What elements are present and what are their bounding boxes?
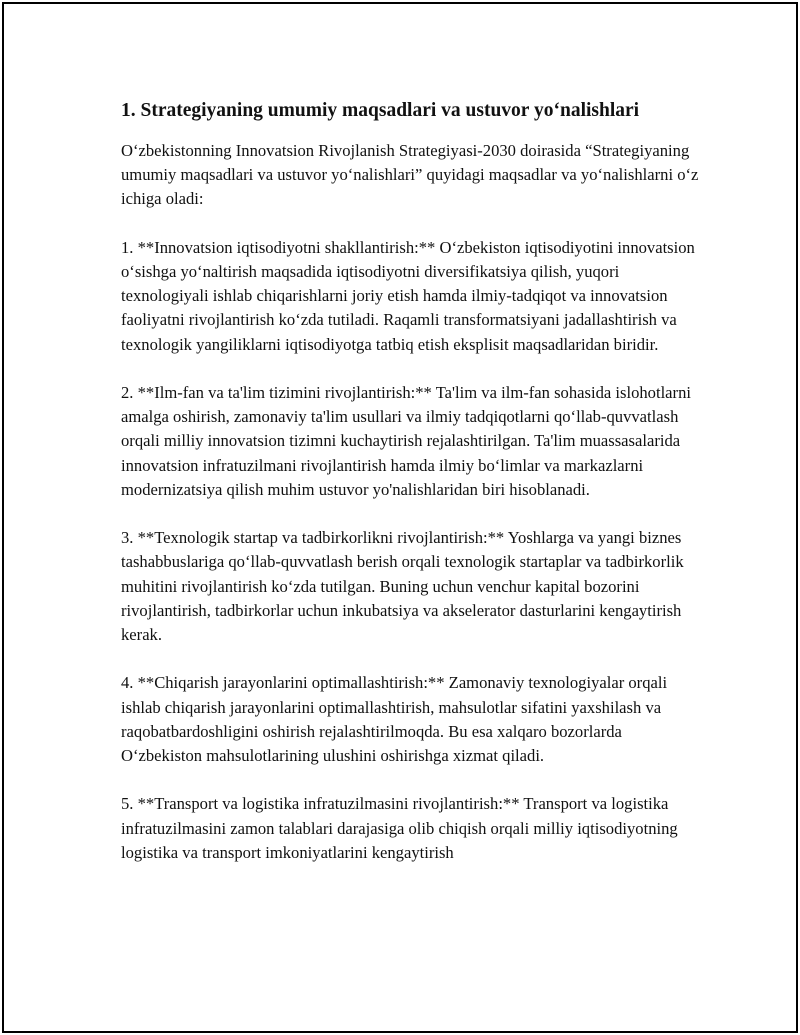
- list-item-2: 2. **Ilm-fan va ta'lim tizimini rivojlantirish:** Ta'lim va ilm-fan sohasida islohotlarni amalga oshirish, zamonaviy ta'lim usullari va ilmiy tadqiqotlarni qo‘llab-quvvatlash orqali milliy innovatsion tizimni kuchaytirish rejalashtirilgan. Ta'lim muassasalarida innovatsion infratuzilmani rivojlantirish hamda ilmiy bo‘limlar va markazlarni modernizatsiya qilish muhim ustuvor yo'nalishlaridan biri hisoblanadi.: [121, 383, 691, 499]
- intro-paragraph: O‘zbekistonning Innovatsion Rivojlanish Strategiyasi-2030 doirasida “Strategiyaning umumiy maqsadlari va ustuvor yo‘nalishlari” quyidagi maqsadlar va yo‘nalishlarni o‘z ichiga oladi:: [121, 141, 699, 209]
- list-item-1: 1. **Innovatsion iqtisodiyotni shakllantirish:** O‘zbekiston iqtisodiyotini innovatsion o‘sishga yo‘naltirish maqsadida iqtisodiyotni diversifikatsiya qilish, yuqori texnologiyali ishlab chiqarishlarni joriy etish hamda ilmiy-tadqiqot va innovatsion faoliyatni rivojlantirish ko‘zda tutiladi. Raqamli transformatsiyani jadallashtirish va texnologik yangiliklarni iqtisodiyotga tatbiq etish eksplisit maqsadlaridan biridir.: [121, 237, 695, 354]
- document-body: [121, 97, 701, 889]
- list-item-3: 3. **Texnologik startap va tadbirkorlikni rivojlantirish:** Yoshlarga va yangi biznes tashabbuslariga qo‘llab-quvvatlash berish orqali texnologik startaplar va tadbirkorlik muhitini rivojlantirish ko‘zda tutilgan. Buning uchun venchur kapital bozorini rivojlantirish, tadbirkorlar uchun inkubatsiya va akselerator dasturlarini kengaytirish kerak.: [121, 528, 684, 645]
- page-title: 1. Strategiyaning umumiy maqsadlari va ustuvor yo‘nalishlari: [121, 100, 640, 121]
- list-item-5: 5. **Transport va logistika infratuzilmasini rivojlantirish:** Transport va logistika infratuzilmasini zamon talablari darajasiga olib chiqish orqali milliy iqtisodiyotning logistika va transport imkoniyatlarini kengaytirish: [121, 794, 678, 862]
- page-frame: [2, 2, 798, 1033]
- list-item-4: 4. **Chiqarish jarayonlarini optimallashtirish:** Zamonaviy texnologiyalar orqali ishlab chiqarish jarayonlarini optimallashtirish, mahsulotlar sifatini yaxshilash va raqobatbardoshligini oshirish rejalashtirilmoqda. Bu esa xalqaro bozorlarda O‘zbekiston mahsulotlarining ulushini oshirishga xizmat qiladi.: [121, 673, 668, 766]
